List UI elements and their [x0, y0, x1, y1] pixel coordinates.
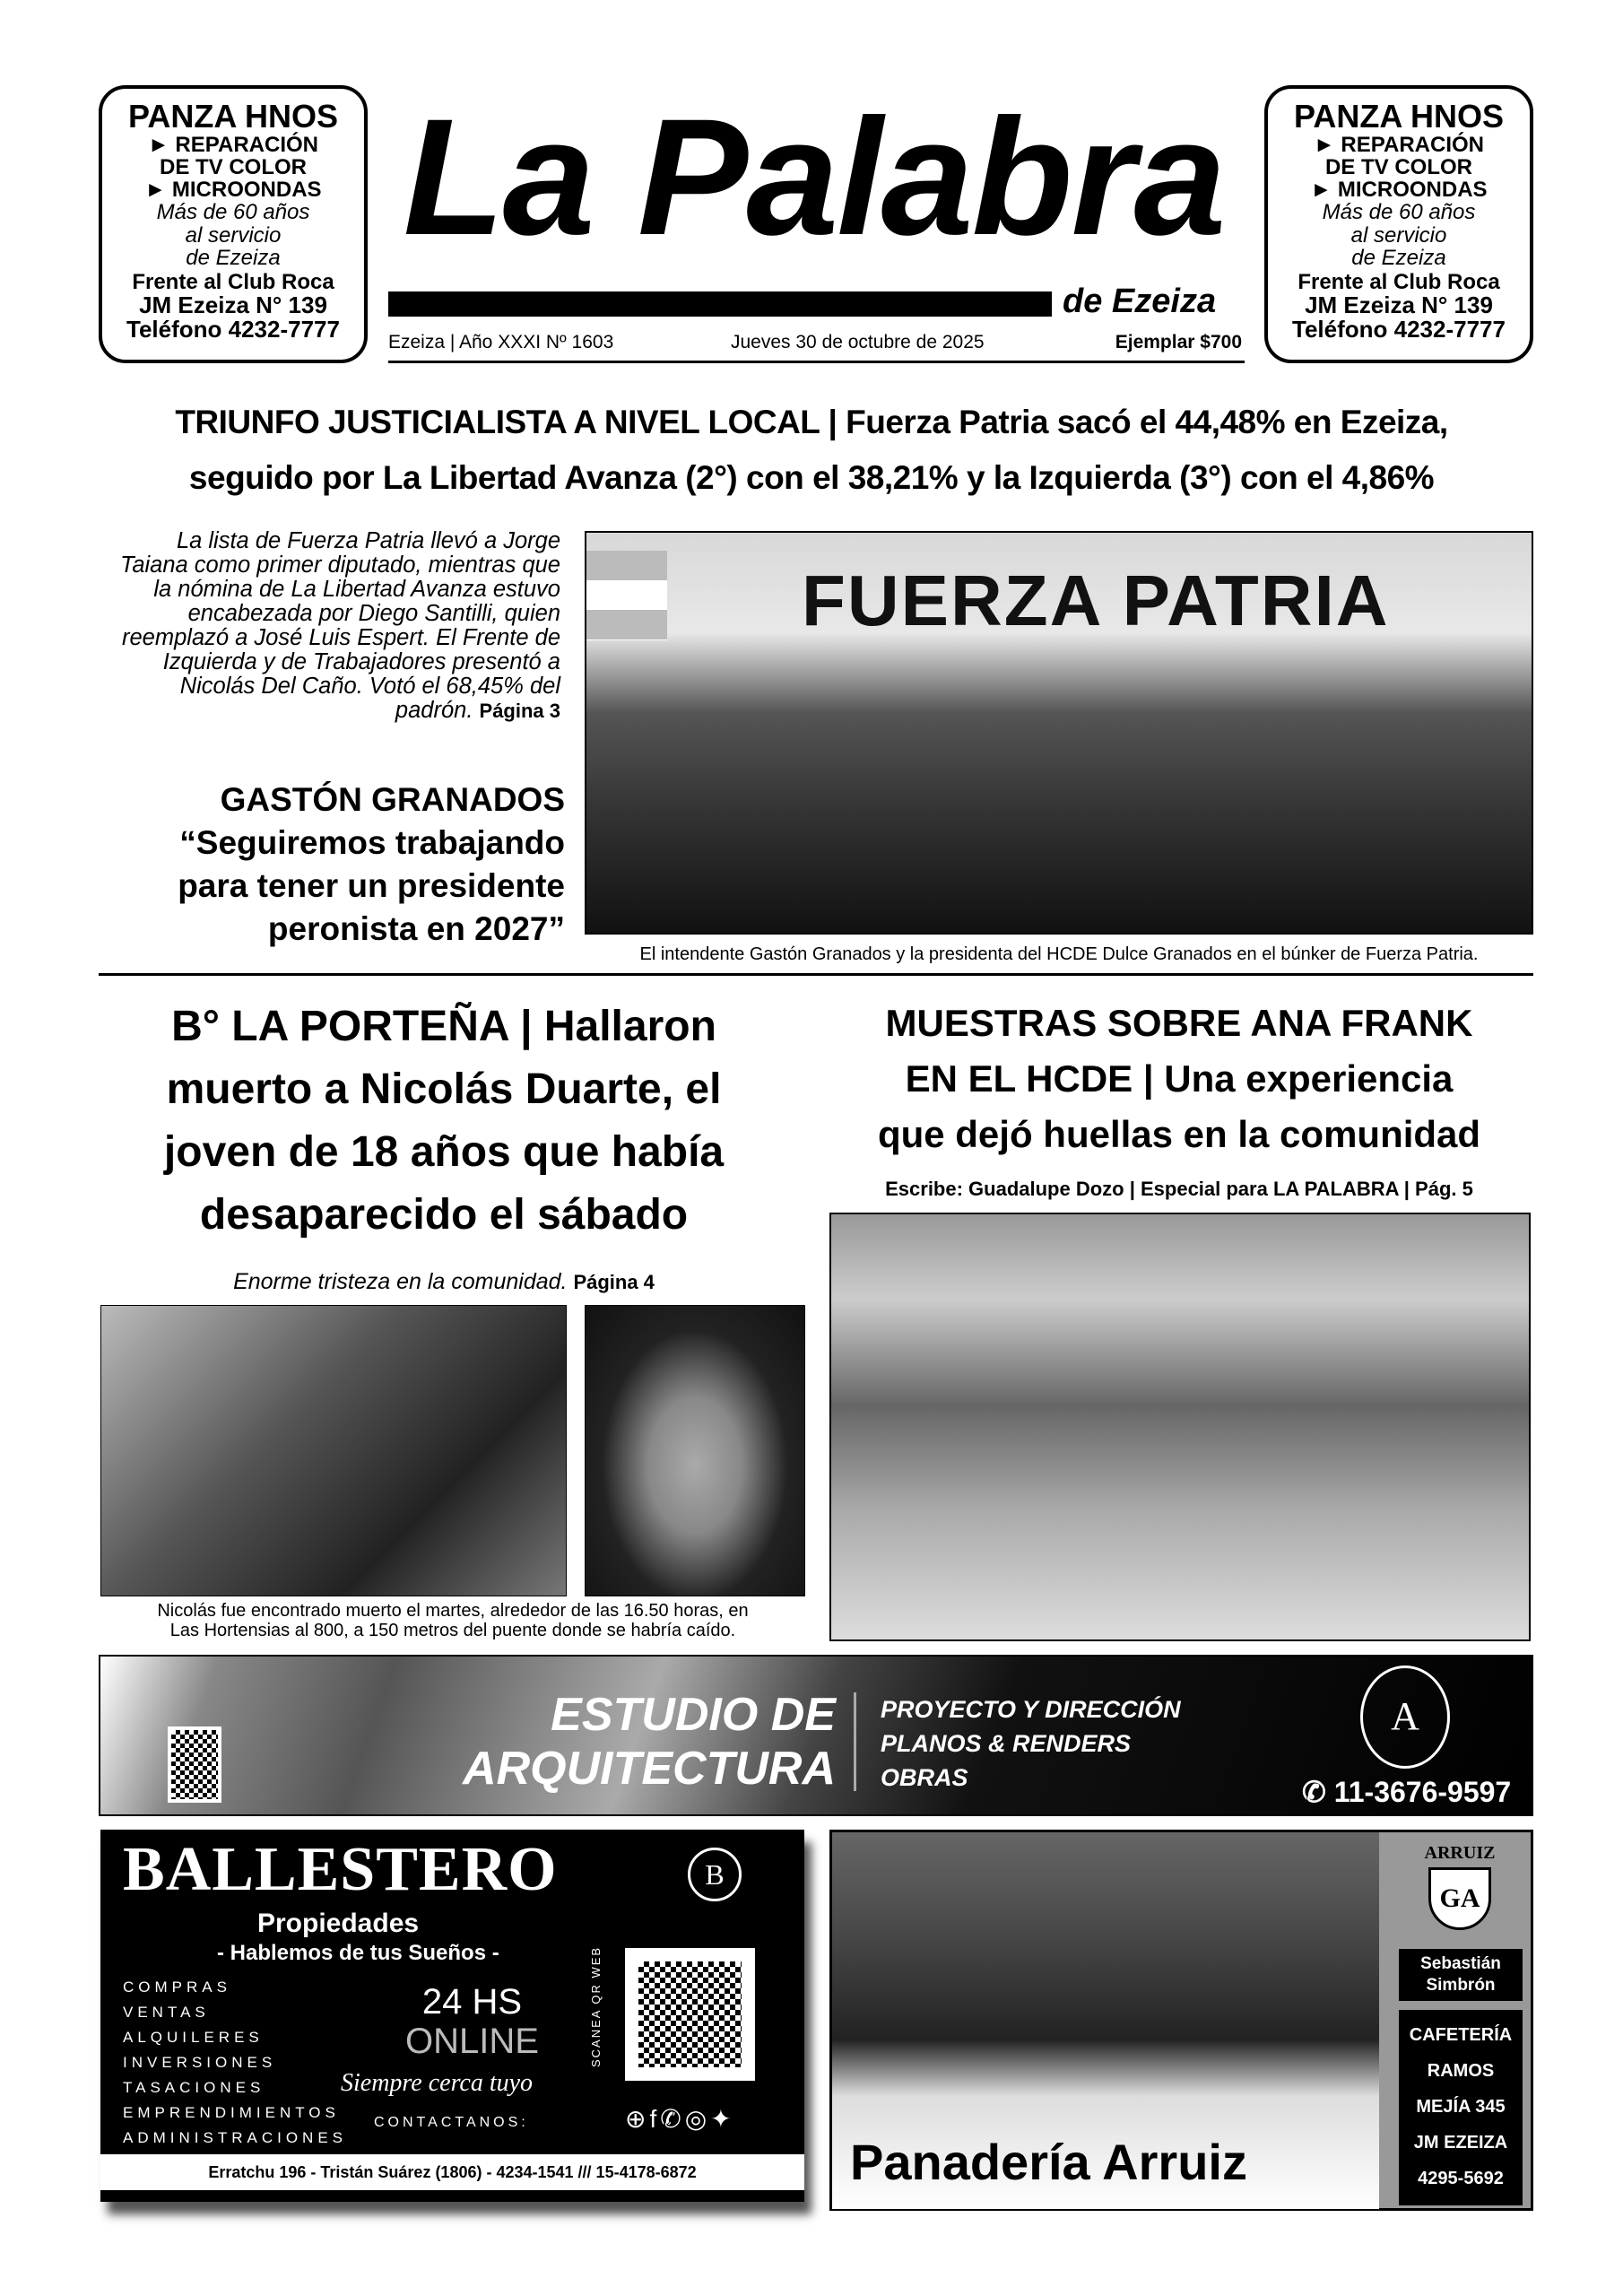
- ad-line: ► MICROONDAS: [1310, 178, 1488, 203]
- h24: 24 HS: [421, 1982, 523, 2022]
- headline-line: MUESTRAS SOBRE ANA FRANK: [885, 1002, 1473, 1044]
- edition-info: Ezeiza | Año XXXI Nº 1603: [388, 332, 614, 352]
- headline-line: desaparecido el sábado: [199, 1191, 689, 1239]
- ad-title: [369, 1688, 836, 1796]
- web-icon[interactable]: ⊕: [625, 2105, 650, 2133]
- issue-date: Jueves 30 de octubre de 2025: [731, 332, 985, 352]
- info-line: MEJÍA 345: [1416, 2097, 1506, 2117]
- headline-line: muerto a Nicolás Duarte, el: [166, 1065, 722, 1113]
- headline-line: peronista en 2027”: [267, 910, 565, 947]
- info-box: [1399, 2010, 1523, 2205]
- qr-code[interactable]: [168, 1726, 221, 1803]
- ad-phone: [1302, 1775, 1511, 1809]
- ad-line: Teléfono 4232-7777: [1292, 316, 1506, 344]
- photo-ana-frank-exhibit: [829, 1213, 1531, 1641]
- ad-line: Más de 60 años: [156, 200, 310, 225]
- service: PLANOS & RENDERS: [881, 1730, 1132, 1757]
- headline-line: seguido por La Libertad Avanza (2°) con el 38,21% y la Izquierda (3°) con el 4,86%: [188, 459, 1435, 496]
- ad-line: JM Ezeiza N° 139: [1305, 291, 1493, 319]
- main-headline: [49, 395, 1574, 506]
- service: TASACIONES: [123, 2079, 265, 2096]
- divider: [388, 361, 1245, 363]
- duarte-headline: [90, 996, 798, 1247]
- ad-services: [881, 1692, 1181, 1795]
- headline-line: que dejó huellas en la comunidad: [877, 1113, 1481, 1155]
- whatsapp-icon[interactable]: ✆: [660, 2105, 685, 2133]
- service: ALQUILERES: [123, 2029, 264, 2046]
- photo-rescue: [100, 1305, 567, 1596]
- service: PROYECTO Y DIRECCIÓN: [881, 1696, 1181, 1723]
- twitter-icon[interactable]: ✦: [710, 2105, 735, 2133]
- address-bar: Erratchu 196 - Tristán Suárez (1806) - 4234-1541 /// 15-4178-6872: [100, 2154, 804, 2190]
- masthead-bar: [388, 291, 1052, 317]
- ad-arquitectura: [99, 1655, 1533, 1816]
- arq-logo: A: [1360, 1665, 1450, 1769]
- divider: [854, 1692, 856, 1791]
- photo-fuerza-patria: [585, 531, 1533, 935]
- tagline: Siempre cerca tuyo: [341, 2069, 534, 2097]
- headline-line: GASTÓN GRANADOS: [220, 781, 565, 818]
- divider: [99, 973, 1533, 976]
- ad-name: PANZA HNOS: [1294, 98, 1504, 135]
- qr-code[interactable]: [625, 1948, 755, 2081]
- lead-body: La lista de Fuerza Patria llevó a Jorge Taiana como primer diputado, mientras que la nómina de La Libertad Avanza estuvo encabezada por Diego Santilli, quien reemplazó a José Luis Espert. El Frente de Izquierda y de Trabajadores presentó a Nicolás Del Caño. Votó el 68,45% del padrón.: [120, 528, 560, 723]
- ad-line: al servicio: [1350, 222, 1447, 248]
- online-badge: [405, 1982, 539, 2061]
- arruiz-logo: ARRUIZ GA: [1406, 1843, 1514, 1942]
- headline-line: “Seguiremos trabajando: [179, 824, 565, 861]
- ad-line: DE TV COLOR: [159, 154, 307, 179]
- ad-line: ► REPARACIÓN: [1314, 132, 1484, 157]
- masthead-subtitle: de Ezeiza: [1063, 283, 1217, 320]
- ballestero-logo: B: [688, 1848, 742, 1901]
- ad-line: ► REPARACIÓN: [148, 132, 318, 157]
- banner-text: FUERZA PATRIA: [802, 561, 1390, 640]
- photo-nicolas-duarte: [585, 1305, 805, 1596]
- ad-title-line: ARQUITECTURA: [463, 1743, 836, 1795]
- issue-price: Ejemplar $700: [1115, 332, 1242, 352]
- caption-line: Nicolás fue encontrado muerto el martes, alrededor de las 16.50 horas, en: [157, 1601, 749, 1621]
- headline-line: para tener un presidente: [178, 867, 565, 904]
- ad-name: Panadería Arruiz: [850, 2134, 1247, 2190]
- photo-caption: El intendente Gastón Granados y la presidenta del HCDE Dulce Granados en el búnker de Fuerza Patria.: [639, 944, 1479, 964]
- services-list: [123, 1975, 347, 2151]
- service: COMPRAS: [123, 1979, 231, 1996]
- info-line: 4295-5692: [1418, 2169, 1504, 2188]
- ad-arruiz: [829, 1830, 1533, 2211]
- ad-name: PANZA HNOS: [128, 98, 338, 135]
- logo-text: ARRUIZ: [1424, 1843, 1496, 1863]
- byline: Escribe: Guadalupe Dozo | Especial para LA PALABRA | Pág. 5: [885, 1178, 1473, 1200]
- info-line: RAMOS: [1427, 2061, 1495, 2081]
- ad-line: DE TV COLOR: [1324, 154, 1472, 179]
- ad-name: BALLESTERO: [123, 1835, 558, 1904]
- headline-line: EN EL HCDE | Una experiencia: [905, 1057, 1454, 1100]
- ad-line: Frente al Club Roca: [132, 269, 334, 294]
- ad-line: Teléfono 4232-7777: [126, 316, 340, 344]
- ad-ballestero: [100, 1830, 804, 2202]
- subtitle-text: Enorme tristeza en la comunidad.: [233, 1269, 568, 1294]
- headline-line: joven de 18 años que había: [163, 1128, 725, 1176]
- headline-line: TRIUNFO JUSTICIALISTA A NIVEL LOCAL | Fuerza Patria sacó el 44,48% en Ezeiza,: [175, 404, 1448, 440]
- service: INVERSIONES: [123, 2054, 277, 2071]
- service: OBRAS: [881, 1764, 968, 1791]
- masthead-title: La Palabra: [403, 85, 1225, 270]
- service: VENTAS: [123, 2004, 210, 2021]
- info-line: CAFETERÍA: [1409, 2025, 1513, 2045]
- ad-line: de Ezeiza: [1351, 245, 1446, 270]
- owner-line: Simbrón: [1426, 1976, 1496, 1995]
- owner-line: Sebastián: [1420, 1954, 1501, 1973]
- online: ONLINE: [405, 2022, 539, 2061]
- granados-headline: [90, 778, 565, 951]
- lead-text: [112, 529, 560, 723]
- ad-sub: Propiedades: [257, 1909, 420, 1938]
- ad-line: Frente al Club Roca: [1298, 269, 1500, 294]
- page-ref[interactable]: Página 3: [479, 700, 560, 722]
- social-icons: [625, 2104, 735, 2134]
- headline-line: B° LA PORTEÑA | Hallaron: [171, 1003, 716, 1050]
- duarte-caption: [99, 1601, 807, 1640]
- service: ADMINISTRACIONES: [123, 2129, 348, 2146]
- frank-headline: [820, 996, 1538, 1162]
- contact-label: CONTACTANOS:: [374, 2115, 529, 2130]
- info-line: JM EZEIZA: [1413, 2133, 1508, 2152]
- flag-decoration: [586, 551, 667, 640]
- whatsapp-icon: ✆: [1302, 1776, 1326, 1808]
- ad-line: Más de 60 años: [1322, 200, 1476, 225]
- service: EMPRENDIMIENTOS: [123, 2104, 340, 2121]
- caption-line: Las Hortensias al 800, a 150 metros del puente donde se habría caído.: [169, 1621, 736, 1640]
- owner-box: [1399, 1949, 1523, 2001]
- duarte-subtitle: [99, 1269, 789, 1295]
- instagram-icon[interactable]: ◎: [684, 2105, 711, 2133]
- slogan: - Hablemos de tus Sueños -: [217, 1941, 499, 1965]
- ad-line: JM Ezeiza N° 139: [139, 291, 327, 319]
- facebook-icon[interactable]: f: [649, 2105, 661, 2133]
- ad-panza-left: [99, 85, 368, 363]
- phone-number: 11-3676-9597: [1333, 1776, 1512, 1808]
- qr-label: SCANEA QR WEB: [589, 1945, 603, 2067]
- ad-line: ► MICROONDAS: [144, 178, 322, 203]
- ad-line: al servicio: [185, 222, 282, 248]
- ad-panza-right: [1264, 85, 1533, 363]
- page-ref[interactable]: Página 4: [573, 1271, 655, 1293]
- ad-line: de Ezeiza: [186, 245, 281, 270]
- ad-title-line: ESTUDIO DE: [551, 1689, 836, 1741]
